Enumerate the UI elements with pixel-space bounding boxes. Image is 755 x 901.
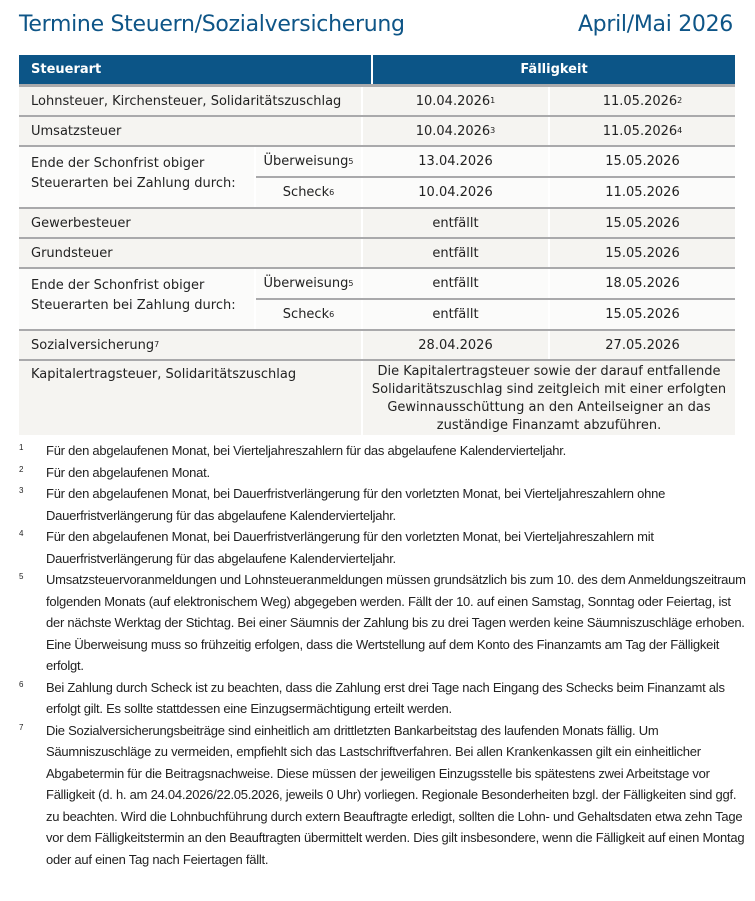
footnote: 5 Umsatzsteuervoranmeldungen und Lohnsteueranmeldungen müssen grundsätzlich bis zum 10. des dem Anmeldungszeitraum folgenden Monats (auf elektronischem Weg) abgegeben werden. Fällt der 10. auf einen Samstag, Sonntag oder Feiertag, ist der nächste Werktag der Stichtag. Bei einer Säumnis der Zahlung bis zu drei Tagen werden keine Säumniszuschläge erhoben. Eine Überweisung muss so frühzeitig erfolgen, dass die Wertstellung auf dem Konto des Finanzamts am Tag der Fälligkeit erfolgt. (19, 572, 746, 673)
table-row-sozialversicherung: Sozialversicherung 7 28.04.2026 27.05.2026 (19, 331, 735, 361)
period-label: April/Mai 2026 (577, 12, 733, 37)
table-row-grundsteuer: Grundsteuer entfällt 15.05.2026 (19, 239, 735, 269)
table-row-lohnsteuer: Lohnsteuer, Kirchensteuer, Solidaritätszuschlag 10.04.2026 1 11.05.2026 2 (19, 87, 735, 117)
table-row-gewerbesteuer: Gewerbesteuer entfällt 15.05.2026 (19, 209, 735, 239)
footnote: 1 Für den abgelaufenen Monat, bei Vierteljahreszahlern für das abgelaufene Kalendervierteljahr. (19, 443, 566, 458)
sub-row-ueberweisung: Überweisung 5 entfällt 18.05.2026 (256, 269, 735, 300)
page-title: Termine Steuern/Sozialversicherung (19, 12, 405, 37)
sub-row-ueberweisung: Überweisung 5 13.04.2026 15.05.2026 (256, 147, 735, 178)
footnote: 7 Die Sozialversicherungsbeiträge sind einheitlich am drittletzten Bankarbeitstag des laufenden Monats fällig. Um Säumniszuschläge zu vermeiden, empfiehlt sich das Lastschriftverfahren. Bei allen Krankenkassen gilt ein einheitlicher Abgabetermin für die Beitragsnachweise. Diese müssen der jeweiligen Einzugsstelle bis spätestens zwei Arbeitstage vor Fälligkeit (d. h. am 24.04.2026/22.05.2026, jeweils 0 Uhr) vorliegen. Regionale Besonderheiten bzgl. der Fälligkeiten sind ggf. zu beachten. Wird die Lohnbuchführung durch extern Beauftragte erledigt, sollten die Lohn- und Gehaltsdaten etwa zehn Tage vor dem Fälligkeitstermin an den Beauftragten übermittelt werden. Dies gilt insbesondere, wenn die Fälligkeit auf einen Montag oder auf einen Tag nach Feiertagen fällt. (19, 722, 745, 867)
column-header-faelligkeit: Fälligkeit (520, 62, 588, 77)
footnote: 2 Für den abgelaufenen Monat. (19, 464, 210, 480)
table-row-schonfrist-1: Ende der Schonfrist obiger Steuerarten bei Zahlung durch: Überweisung 5 13.04.2026 15.05.2026 Scheck 6 10.04.2026 11.05.2026 (19, 147, 735, 209)
table-header (19, 55, 735, 87)
footnote: 3 Für den abgelaufenen Monat, bei Dauerfristverlängerung für den vorletzten Monat, bei Vierteljahreszahlern ohne Dauerfristverlängerung für das abgelaufene Kalendervierteljahr. (19, 486, 666, 523)
table-row-schonfrist-2: Ende der Schonfrist obiger Steuerarten bei Zahlung durch: Überweisung 5 entfällt 18.05.2026 Scheck 6 entfällt 15.05.2026 (19, 269, 735, 331)
footnote: 4 Für den abgelaufenen Monat, bei Dauerfristverlängerung für den vorletzten Monat, bei Vierteljahreszahlern mit Dauerfristverlängerung für das abgelaufene Kalendervierteljahr. (19, 529, 654, 566)
table-row-kapitalertragsteuer: Kapitalertragsteuer, Solidaritätszuschlag Die Kapitalertragsteuer sowie der darauf entfallende Solidaritätszuschlag sind zeitgleich mit einer erfolgten Gewinnausschüttung an den Anteilseigner an das zuständige Finanzamt abzuführen. (19, 361, 735, 435)
sub-row-scheck: Scheck 6 10.04.2026 11.05.2026 (256, 178, 735, 207)
tax-dates-table (19, 55, 735, 435)
footnotes (19, 440, 749, 870)
column-header-steuerart: Steuerart (19, 55, 373, 84)
table-row-umsatzsteuer: Umsatzsteuer 10.04.2026 3 11.05.2026 4 (19, 117, 735, 147)
sub-row-scheck: Scheck 6 entfällt 15.05.2026 (256, 300, 735, 329)
footnote: 6 Bei Zahlung durch Scheck ist zu beachten, dass die Zahlung erst drei Tage nach Eingang des Schecks beim Finanzamt als erfolgt gilt. Es sollte stattdessen eine Einzugsermächtigung erteilt werden. (19, 679, 725, 716)
